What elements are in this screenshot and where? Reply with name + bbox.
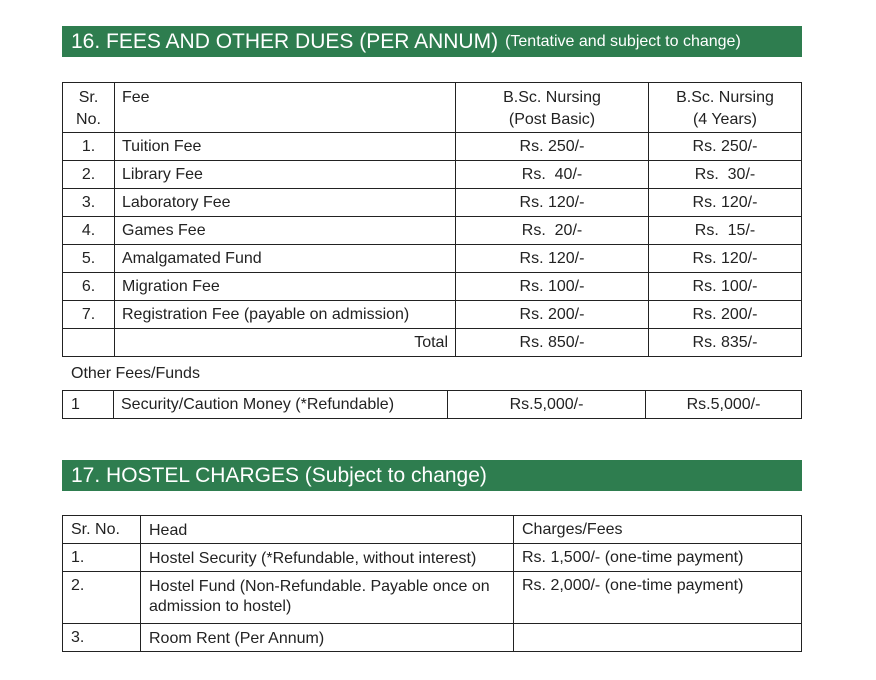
row-post-basic: Rs. 20/- <box>456 217 649 245</box>
other-fees-label: Other Fees/Funds <box>71 365 200 382</box>
fees-header-row <box>63 83 802 133</box>
row-fee: Laboratory Fee <box>115 189 456 217</box>
row-charges: Rs. 1,500/- (one-time payment) <box>514 544 802 572</box>
row-post-basic: Rs. 100/- <box>456 273 649 301</box>
table-row <box>63 301 802 329</box>
row-sr: 2. <box>63 161 115 189</box>
row-post-basic: Rs.5,000/- <box>448 391 646 419</box>
row-four-years: Rs. 30/- <box>649 161 802 189</box>
row-head: Room Rent (Per Annum) <box>141 624 514 652</box>
header-col2-line1: B.Sc. Nursing <box>676 89 774 106</box>
header-col1-line2: (Post Basic) <box>508 111 596 128</box>
row-fee: Migration Fee <box>115 273 456 301</box>
table-row <box>63 544 802 572</box>
table-row <box>63 133 802 161</box>
header-post-basic <box>456 83 649 133</box>
row-four-years: Rs. 15/- <box>649 217 802 245</box>
total-four-years: Rs. 835/- <box>649 329 802 357</box>
hostel-header-row <box>63 516 802 544</box>
header-col1-line1: B.Sc. Nursing <box>503 89 601 106</box>
row-post-basic: Rs. 40/- <box>456 161 649 189</box>
row-post-basic: Rs. 200/- <box>456 301 649 329</box>
row-fee: Registration Fee (payable on admission) <box>115 301 456 329</box>
table-row <box>63 624 802 652</box>
row-four-years: Rs. 100/- <box>649 273 802 301</box>
row-sr: 1 <box>63 391 114 419</box>
table-row <box>63 161 802 189</box>
row-sr: 6. <box>63 273 115 301</box>
row-four-years: Rs. 120/- <box>649 245 802 273</box>
row-sr: 3. <box>63 624 141 652</box>
total-row <box>63 329 802 357</box>
row-four-years: Rs. 250/- <box>649 133 802 161</box>
row-sr: 1. <box>63 133 115 161</box>
header-col2-line2: (4 Years) <box>692 111 758 128</box>
row-head: Hostel Security (*Refundable, without interest) <box>141 544 514 572</box>
row-fee: Library Fee <box>115 161 456 189</box>
header-four-years <box>649 83 802 133</box>
header-sr-line1: Sr. <box>78 89 99 106</box>
row-fee: Games Fee <box>115 217 456 245</box>
fees-table <box>62 82 802 357</box>
header-charges: Charges/Fees <box>514 516 802 544</box>
row-head: Hostel Fund (Non-Refundable. Payable once on admission to hostel) <box>141 572 514 624</box>
header-sr-line2: No. <box>76 111 101 128</box>
other-fees-table <box>62 390 802 419</box>
row-four-years: Rs. 200/- <box>649 301 802 329</box>
row-post-basic: Rs. 120/- <box>456 245 649 273</box>
section-16-title: 16. FEES AND OTHER DUES (PER ANNUM) <box>71 29 499 53</box>
section-16-subtitle: (Tentative and subject to change) <box>505 32 741 50</box>
header-sr-no <box>63 83 115 133</box>
hostel-charges-table <box>62 515 802 652</box>
total-empty-cell <box>63 329 115 357</box>
row-sr: 3. <box>63 189 115 217</box>
row-fee: Security/Caution Money (*Refundable) <box>114 391 448 419</box>
section-17-banner <box>62 460 802 491</box>
row-sr: 1. <box>63 544 141 572</box>
row-fee: Amalgamated Fund <box>115 245 456 273</box>
total-post-basic: Rs. 850/- <box>456 329 649 357</box>
table-row <box>63 572 802 624</box>
row-post-basic: Rs. 120/- <box>456 189 649 217</box>
row-charges <box>514 624 802 652</box>
table-row <box>63 273 802 301</box>
section-16-banner <box>62 26 802 57</box>
total-label: Total <box>115 329 456 357</box>
header-sr-no: Sr. No. <box>63 516 141 544</box>
row-sr: 2. <box>63 572 141 624</box>
table-row <box>63 217 802 245</box>
row-sr: 5. <box>63 245 115 273</box>
header-fee: Fee <box>115 83 456 133</box>
header-head: Head <box>141 516 514 544</box>
row-charges: Rs. 2,000/- (one-time payment) <box>514 572 802 624</box>
table-row <box>63 245 802 273</box>
row-fee: Tuition Fee <box>115 133 456 161</box>
row-four-years: Rs.5,000/- <box>646 391 802 419</box>
row-four-years: Rs. 120/- <box>649 189 802 217</box>
row-sr: 4. <box>63 217 115 245</box>
section-17-title: 17. HOSTEL CHARGES (Subject to change) <box>71 463 487 487</box>
table-row <box>63 391 802 419</box>
row-sr: 7. <box>63 301 115 329</box>
table-row <box>63 189 802 217</box>
row-post-basic: Rs. 250/- <box>456 133 649 161</box>
